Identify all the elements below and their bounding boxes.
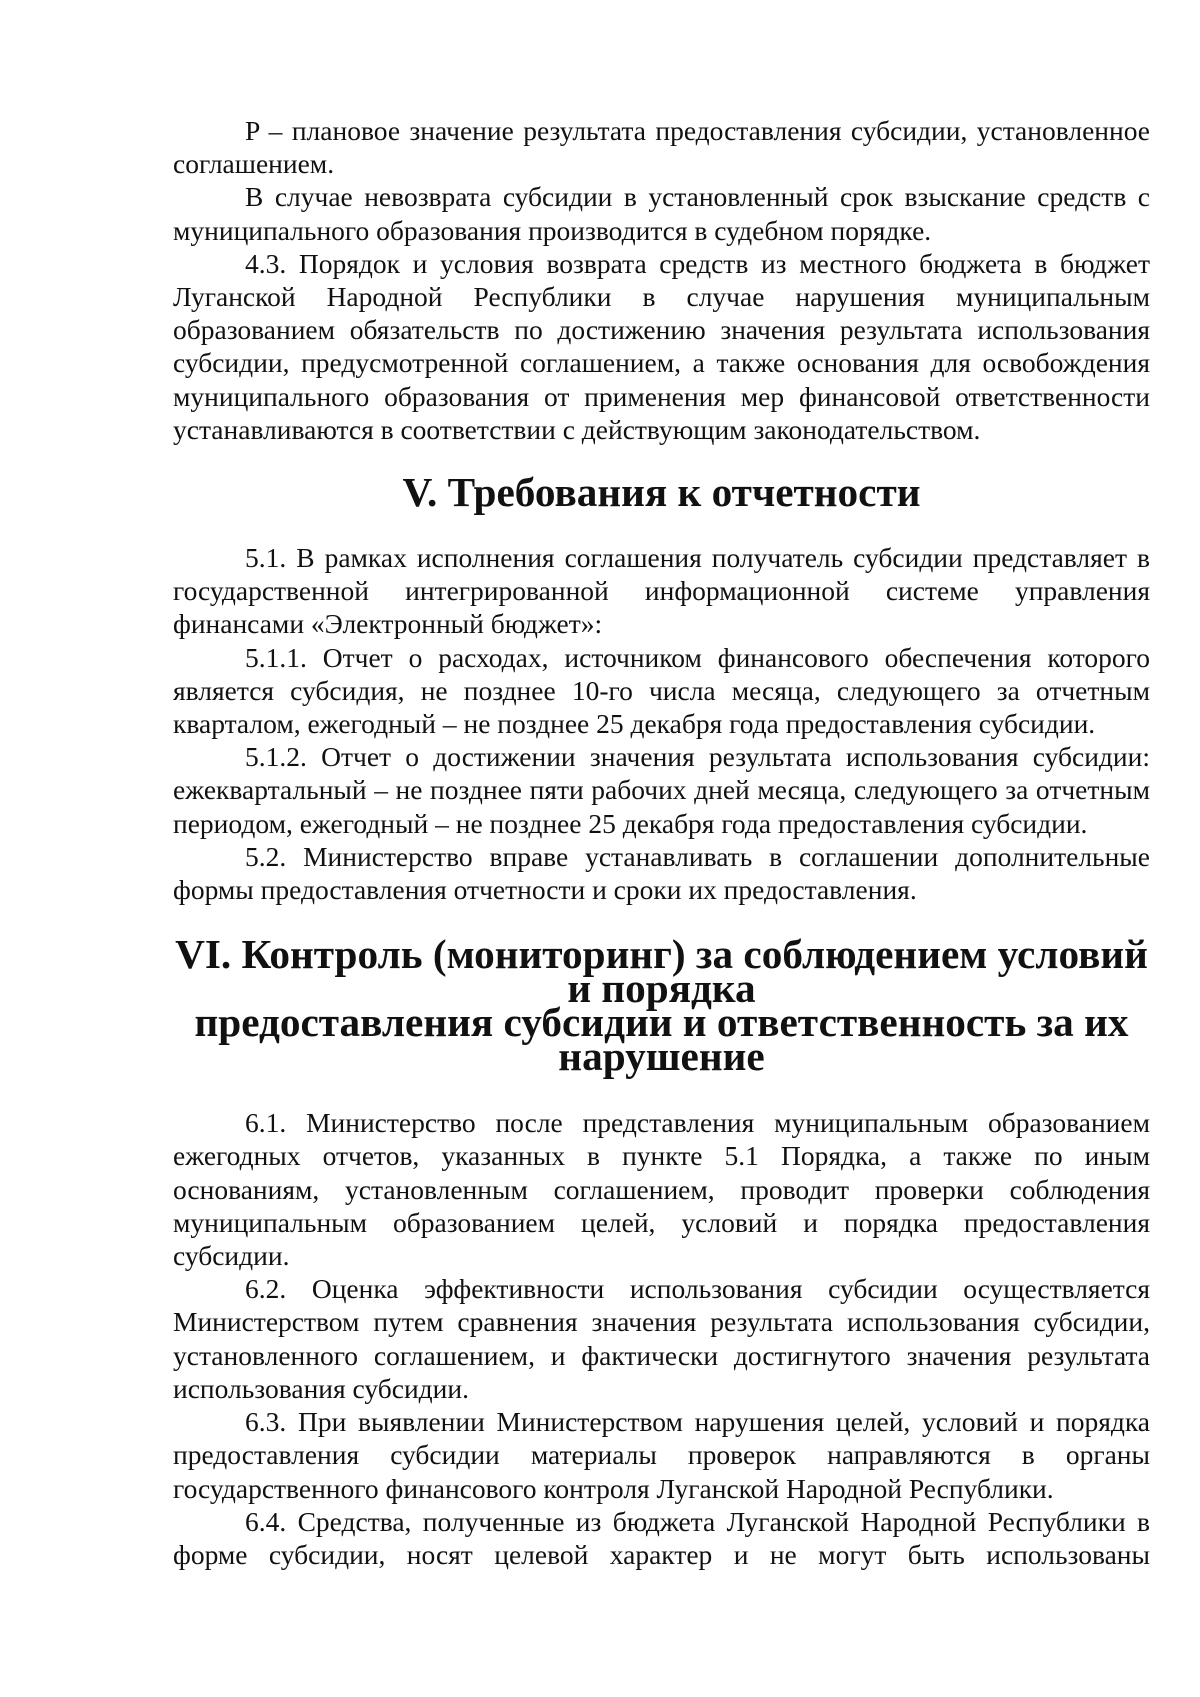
paragraph-5-1: 5.1. В рамках исполнения соглашения получатель субсидии представляет в государственной интегрированной информационной системе управления финансами «Электронный бюджет»: [173, 542, 1150, 640]
paragraph-6-4: 6.4. Средства, полученные из бюджета Луганской Народной Республики в форме субсидии, носят целевой характер и не могут быть использованы [173, 1505, 1150, 1570]
section-6-heading [173, 931, 1150, 1080]
section-6-heading-line-2: предоставления субсидии и ответственность за их нарушение [194, 999, 1129, 1080]
paragraph-5-1-1: 5.1.1. Отчет о расходах, источником финансового обеспечения которого является субсидия, не позднее 10-го числа месяца, следующего за отчетным кварталом, ежегодный – не позднее 25 декабря года предоставления субсидии. [173, 641, 1150, 740]
paragraph-4-3: 4.3. Порядок и условия возврата средств из местного бюджета в бюджет Луганской Народной Республики в случае нарушения муниципальным образованием обязательств по достижению значения результата использования субсидии, предусмотренной соглашением, а также основания для освобождения муниципального образования от применения мер финансовой ответственности устанавливаются в соответствии с действующим законодательством. [173, 247, 1150, 445]
paragraph-6-1: 6.1. Министерство после представления муниципальным образованием ежегодных отчетов, указанных в пункте 5.1 Порядка, а также по иным основаниям, установленным соглашением, проводит проверки соблюдения муниципальным образованием целей, условий и порядка предоставления субсидии. [173, 1107, 1150, 1272]
paragraph-5-1-2: 5.1.2. Отчет о достижении значения результата использования субсидии: ежеквартальный – не позднее пяти рабочих дней месяца, следующего за отчетным периодом, ежегодный – не позднее 25 декабря года предоставления субсидии. [173, 741, 1150, 839]
paragraph-6-3: 6.3. При выявлении Министерством нарушения целей, условий и порядка предоставления субсидии материалы проверок направляются в органы государственного финансового контроля Луганской Народной Республики. [173, 1406, 1150, 1504]
document-page [173, 114, 1150, 1571]
paragraph-6-2: 6.2. Оценка эффективности использования субсидии осуществляется Министерством путем сравнения значения результата использования субсидии, установленного соглашением, и фактически достигнутого значения результата использования субсидии. [173, 1273, 1150, 1404]
paragraph-non-return: В случае невозврата субсидии в установленный срок взыскание средств с муниципального образования производится в судебном порядке. [173, 181, 1150, 246]
paragraph-5-2: 5.2. Министерство вправе устанавливать в соглашении дополнительные формы предоставления отчетности и сроки их предоставления. [173, 840, 1150, 906]
paragraph-p-definition: P – плановое значение результата предоставления субсидии, установленное соглашением. [173, 115, 1150, 180]
section-5-heading: V. Требования к отчетности [402, 469, 921, 516]
section-6-heading-line-1: VI. Контроль (мониторинг) за соблюдением условий и порядка [175, 931, 1148, 1012]
